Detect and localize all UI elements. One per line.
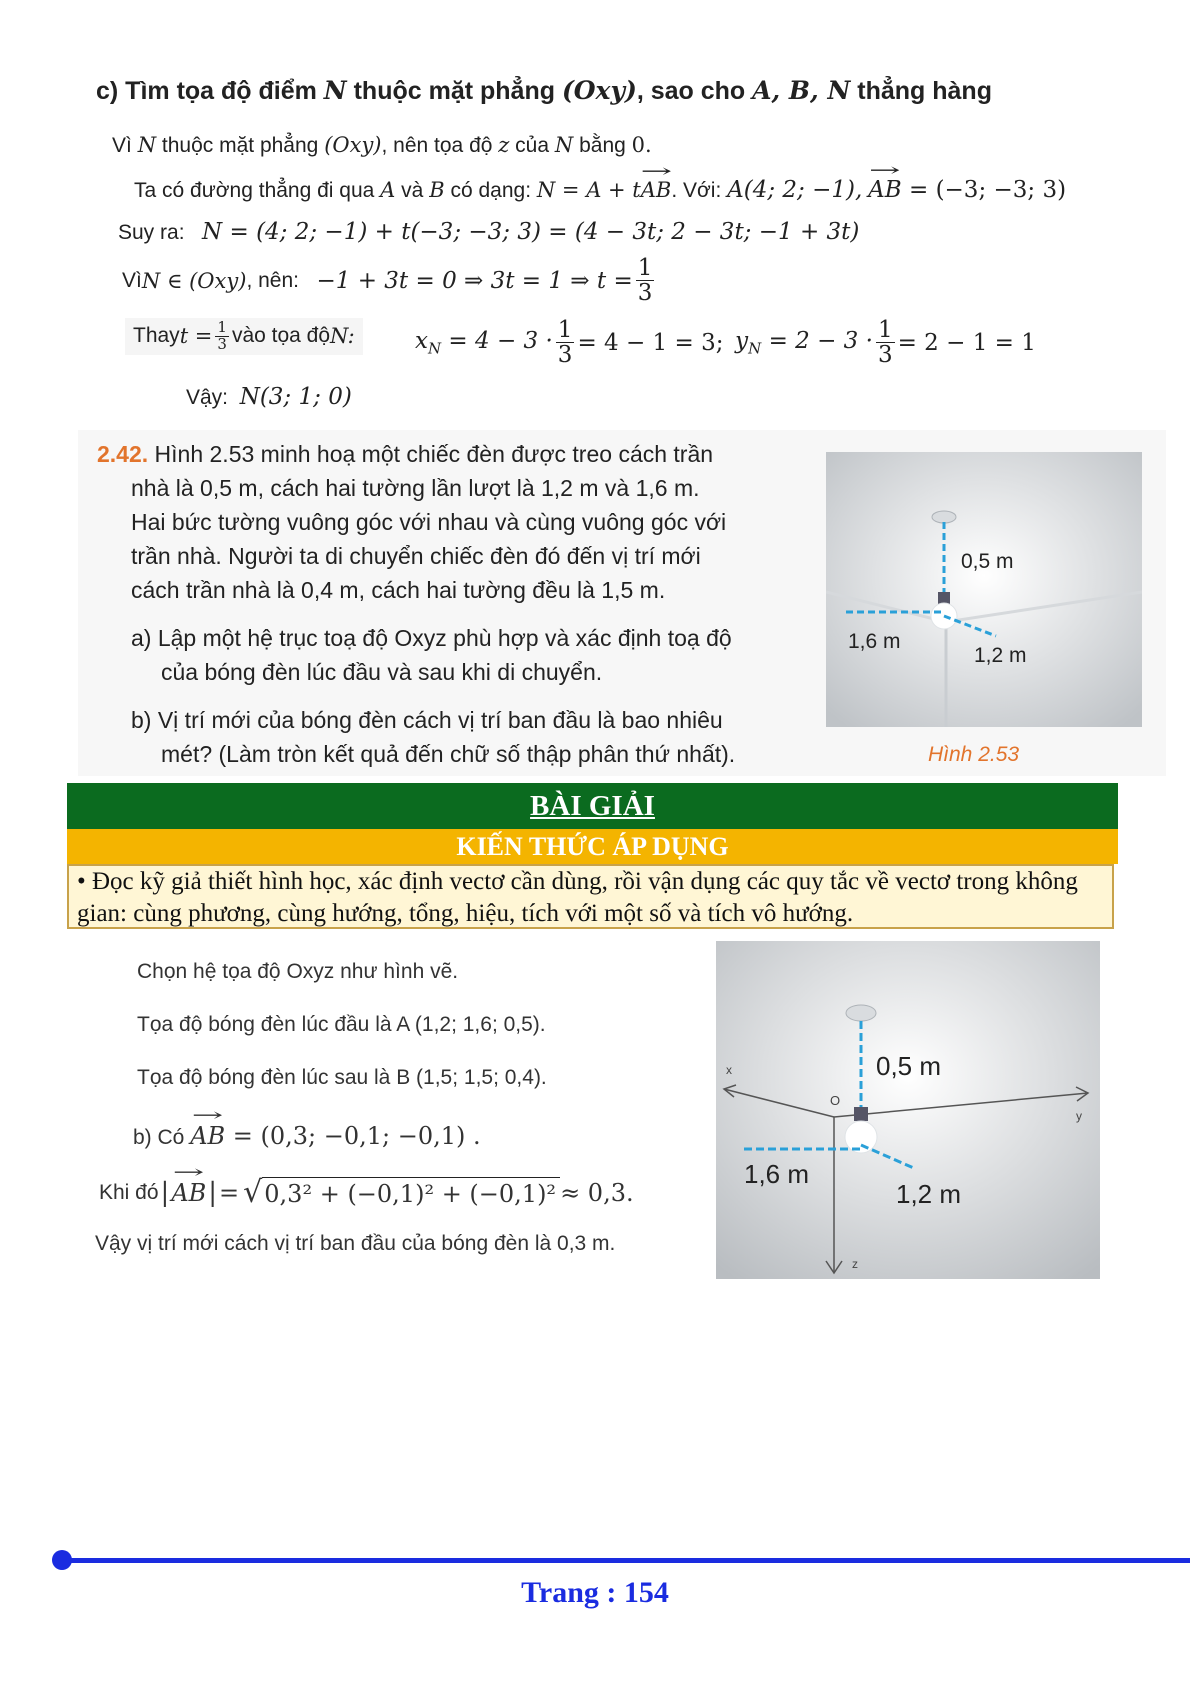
solution-line-3: Tọa độ bóng đèn lúc sau là B (1,5; 1,5; 0,4). xyxy=(137,1066,547,1089)
footer-dot xyxy=(52,1550,72,1570)
solution-title: BÀI GIẢI xyxy=(67,783,1118,829)
part-c-line-4: Vì N ∈ (Oxy) , nên: −1 + 3t = 0 ⇒ 3t = 1 ⇒ t = $\frac{1}{3}$ xyxy=(122,255,653,307)
part-c-heading: c) Tìm tọa độ điểm N thuộc mặt phẳng (Oxy), sao cho A, B, N thẳng hàng xyxy=(96,76,992,105)
page-number: Trang : 154 xyxy=(521,1576,669,1609)
solution-line-2: Tọa độ bóng đèn lúc đầu là A (1,2; 1,6; 0,5). xyxy=(137,1013,546,1036)
axis-x-label: x xyxy=(726,1063,732,1077)
part-c-line-6: Vậy: N(3; 1; 0) xyxy=(186,384,352,410)
exercise-text: 2.42. Hình 2.53 minh hoạ một chiếc đèn được treo cách trần nhà là 0,5 m, cách hai tường lần lượt là 1,2 m và 1,6 m. Hai bức tường vuông góc với nhau và cùng vuông góc với trần nhà. Người ta di chuyển chiếc đèn đó đến vị trí mới cách trần nhà là 0,4 m, cách hai tường đều là 1,5 m. a) Lập một hệ trục toạ độ Oxyz phù hợp và xác định toạ độ của bóng đèn lúc đầu và sau khi di chuyển. b) Vị trí mới của bóng đèn cách vị trí ban đầu là bao nhiêu mét? (Làm tròn kết quả đến chữ số thập phân thứ nhất). xyxy=(97,441,736,767)
lamp-figure-svg xyxy=(826,452,1142,727)
sol-fig-label-05: 0,5 m xyxy=(876,1051,942,1081)
part-c-line-1: Vì N thuộc mặt phẳng (Oxy), nên tọa độ z của N bằng 0. xyxy=(112,133,652,157)
sol-fig-label-16: 1,6 m xyxy=(744,1159,810,1189)
fig-label-12: 1,2 m xyxy=(974,644,1027,667)
axes-figure-svg xyxy=(716,941,1100,1279)
solution-figure xyxy=(716,941,1100,1279)
knowledge-title: KIẾN THỨC ÁP DỤNG xyxy=(67,829,1118,864)
solution-line-5: Khi đó | → AB | = √ 0,3² + (−0,1)² + (−0,1)² ≈ 0,3. xyxy=(99,1175,634,1210)
figure-2-53 xyxy=(826,452,1142,727)
part-c-line-3: Suy ra: N = (4; 2; −1) + t(−3; −3; 3) = (4 − 3t; 2 − 3t; −1 + 3t) xyxy=(118,219,860,245)
axis-z-label: z xyxy=(852,1257,858,1271)
sol-fig-label-12: 1,2 m xyxy=(896,1179,962,1209)
part-c-line-5: Thay t = $\frac{1}{3}$ vào tọa độ N: xyxy=(125,318,363,355)
figure-caption: Hình 2.53 xyxy=(928,743,1020,766)
part-c-line-2: Ta có đường thẳng đi qua A và B có dạng: N = A + t→ AB. Với: A(4; 2; −1), → AB = (−3; −3; 3) xyxy=(134,177,1066,203)
axis-y-label: y xyxy=(1076,1109,1082,1123)
solution-line-6: Vậy vị trí mới cách vị trí ban đầu của bóng đèn là 0,3 m. xyxy=(95,1232,616,1255)
solution-line-4: b) Có → AB = (0,3; −0,1; −0,1) . xyxy=(133,1122,481,1150)
footer-line xyxy=(56,1558,1190,1563)
knowledge-note: • Đọc kỹ giả thiết hình học, xác định vectơ cần dùng, rồi vận dụng các quy tắc về vectơ trong không gian: cùng phương, cùng hướng, tổng, hiệu, tích với một số và tích vô hướng. xyxy=(67,864,1114,929)
origin-label: O xyxy=(830,1093,841,1108)
part-c-line-5-eq: $x_N = 4 - 3$ · $\frac{1}{3}$ = 4 − 1 = 3; $y_N = 2 - 3$ · $\frac{1}{3}$ = 2 − 1 = 1 xyxy=(415,317,1036,369)
fig-label-05: 0,5 m xyxy=(961,550,1014,573)
fig-label-16: 1,6 m xyxy=(848,630,901,653)
solution-line-1: Chọn hệ tọa độ Oxyz như hình vẽ. xyxy=(137,960,459,983)
